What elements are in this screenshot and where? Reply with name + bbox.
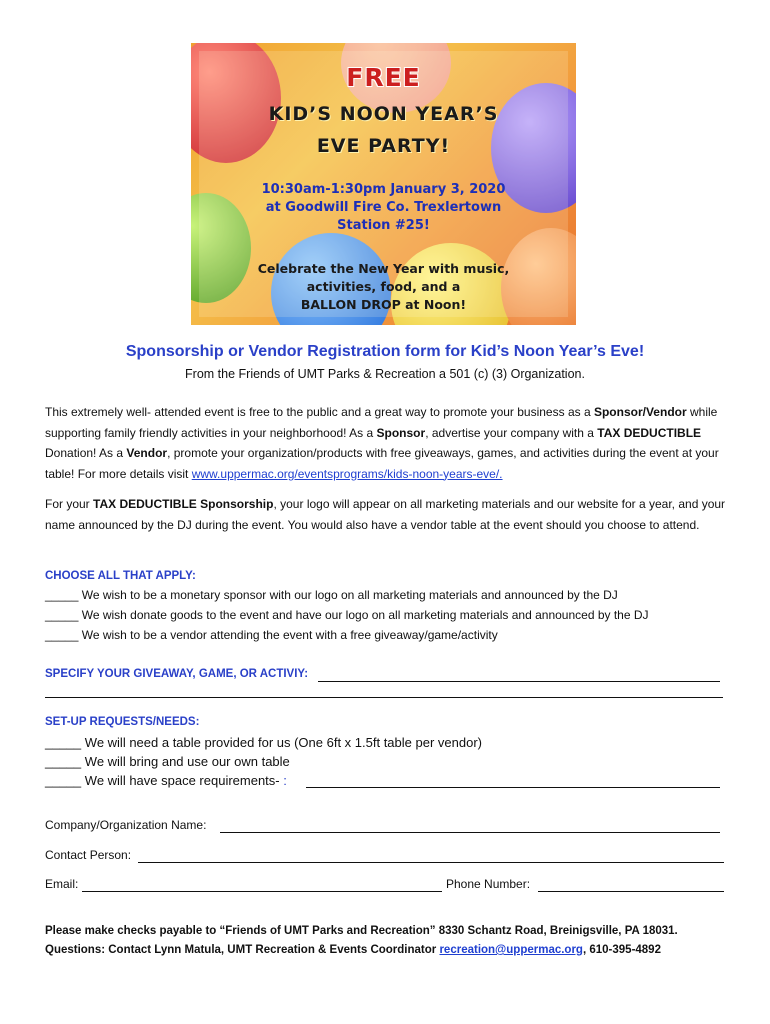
setup-option-2[interactable]: [45, 754, 290, 769]
checkbox-blank[interactable]: _____: [45, 754, 82, 769]
intro-text: , promote your organization/products with free giveaways, games, and activities during the event at your table! For more details visit: [45, 446, 719, 481]
footer-phone-text: , 610-395-4892: [582, 944, 661, 956]
setup-option-1[interactable]: [45, 735, 482, 750]
flyer-title-line2: EVE PARTY!: [316, 135, 451, 157]
giveaway-input-line-1[interactable]: [318, 681, 720, 682]
giveaway-input-line-2[interactable]: [45, 697, 723, 698]
setup-option-3[interactable]: [45, 773, 287, 788]
flyer-time-line3: Station #25!: [337, 218, 430, 233]
contact-email-link[interactable]: recreation@uppermac.org: [439, 944, 583, 956]
event-details-link[interactable]: www.uppermac.org/eventsprograms/kids-noon-years-eve/.: [191, 466, 503, 481]
intro-text: Donation! As a: [45, 446, 127, 460]
intro-text: This extremely well- attended event is free to the public and a great way to promote your business as a: [45, 405, 594, 419]
flyer-time-line1: 10:30am-1:30pm January 3, 2020: [261, 182, 506, 197]
company-input-line[interactable]: [220, 832, 720, 833]
flyer-time-line2: at Goodwill Fire Co. Trexlertown: [265, 200, 502, 215]
checkbox-blank[interactable]: _____: [45, 628, 79, 642]
vendor-term: Vendor: [645, 405, 687, 419]
company-label: Company/Organization Name:: [45, 818, 207, 832]
vendor-term: Vendor: [126, 446, 168, 460]
email-label: Email:: [45, 877, 79, 891]
flyer-celebrate-line3: BALLON DROP at Noon!: [300, 297, 467, 312]
checkbox-blank[interactable]: _____: [45, 735, 82, 750]
phone-label: Phone Number:: [446, 877, 531, 891]
event-flyer: [191, 43, 576, 325]
intro-paragraph-1: [45, 402, 735, 484]
intro-text: , your logo will appear on all marketing materials and our website for a year, and your name announced by the DJ during the event. You would also have a vendor table at the event should you choose to attend.: [45, 497, 726, 532]
contact-person-input-line[interactable]: [138, 862, 724, 863]
flyer-title-line1: KID’S NOON YEAR’S: [268, 103, 499, 125]
intro-text: while supporting family friendly activities in your neighborhood! As a: [45, 405, 718, 440]
option-label: We will bring and use our own table: [84, 754, 290, 769]
footer-contact-text: Questions: Contact Lynn Matula, UMT Recreation & Events Coordinator: [45, 944, 440, 956]
flyer-celebrate-line2: activities, food, and a: [306, 279, 461, 294]
option-label: We will have space requirements-: [84, 773, 280, 788]
contact-person-label: Contact Person:: [45, 848, 132, 862]
setup-heading: SET-UP REQUESTS/NEEDS:: [45, 716, 200, 728]
option-label: We will need a table provided for us (One 6ft x 1.5ft table per vendor): [84, 735, 482, 750]
setup-colon: :: [283, 773, 287, 788]
form-subtitle: From the Friends of UMT Parks & Recreation a 501 (c) (3) Organization.: [185, 367, 585, 381]
footer-contact: [45, 944, 661, 956]
option-label: We wish to be a monetary sponsor with our logo on all marketing materials and announced by the DJ: [81, 588, 618, 602]
choose-option-2[interactable]: [45, 608, 649, 622]
checkbox-blank[interactable]: _____: [45, 588, 79, 602]
choose-option-1[interactable]: [45, 588, 618, 602]
intro-paragraph-2: [45, 494, 735, 535]
tax-deductible-sponsorship-term: TAX DEDUCTIBLE Sponsorship: [93, 497, 274, 511]
intro-text: For your: [45, 497, 94, 511]
phone-input-line[interactable]: [538, 891, 724, 892]
tax-deductible-term: TAX DEDUCTIBLE: [597, 425, 702, 440]
footer-checks-note: Please make checks payable to “Friends of UMT Parks and Recreation” 8330 Schantz Road, Breinigsville, PA 18031.: [45, 925, 678, 937]
option-label: We wish to be a vendor attending the event with a free giveaway/game/activity: [81, 628, 498, 642]
intro-text: , advertise your company with a: [425, 425, 598, 440]
email-input-line[interactable]: [82, 891, 442, 892]
giveaway-colon: :: [304, 668, 309, 680]
giveaway-label-text: SPECIFY YOUR GIVEAWAY, GAME, OR ACTIVIY: [45, 668, 305, 680]
choose-option-3[interactable]: [45, 628, 498, 642]
checkbox-blank[interactable]: _____: [45, 608, 79, 622]
option-label: We wish donate goods to the event and have our logo on all marketing materials and announced by the DJ: [81, 608, 649, 622]
sponsor-term: Sponsor: [376, 425, 426, 440]
sponsor-term: Sponsor: [593, 405, 643, 419]
choose-heading: CHOOSE ALL THAT APPLY:: [45, 570, 196, 582]
slash: /: [642, 405, 646, 419]
flyer-free: FREE: [346, 63, 421, 92]
checkbox-blank[interactable]: _____: [45, 773, 82, 788]
form-title: Sponsorship or Vendor Registration form for Kid’s Noon Year’s Eve!: [125, 343, 645, 360]
space-requirements-input-line[interactable]: [306, 787, 720, 788]
flyer-celebrate-line1: Celebrate the New Year with music,: [257, 261, 510, 276]
giveaway-label: [45, 668, 308, 680]
